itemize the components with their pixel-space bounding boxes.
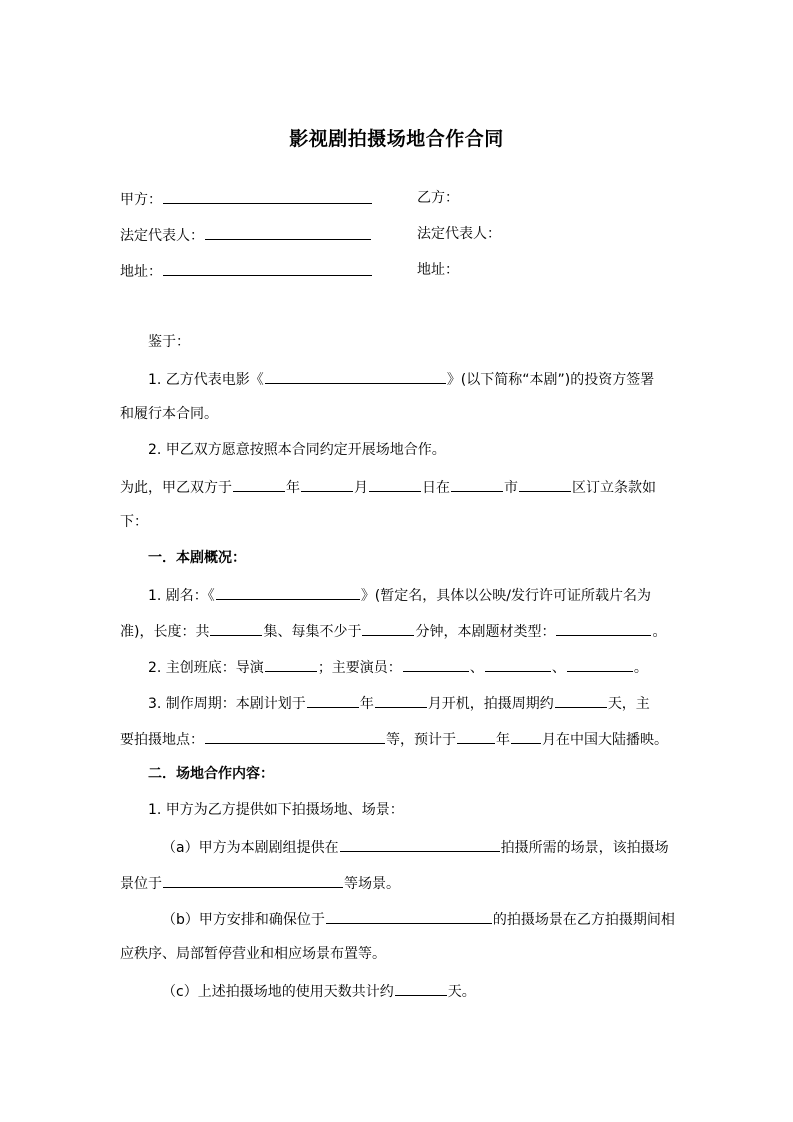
date-line-district: 区订立条款如 xyxy=(572,480,656,496)
addr-b-line xyxy=(417,260,459,280)
s1-item2-a: 2. 主创班底：导演 xyxy=(148,660,264,676)
s1-item2-sep2: 、 xyxy=(551,660,566,676)
clause-2: 2. 甲乙双方愿意按照本合同约定开展场地合作。 xyxy=(148,442,446,458)
addr-a-line xyxy=(120,260,373,282)
s2-item1: 1. 甲方为乙方提供如下拍摄场地、场景： xyxy=(148,802,404,818)
rep-a-label: 法定代表人： xyxy=(120,228,204,244)
date-line-month: 月 xyxy=(354,480,368,496)
scene-site-blank xyxy=(326,908,492,924)
director-blank xyxy=(265,656,317,672)
date-line-year: 年 xyxy=(286,480,300,496)
minutes-blank xyxy=(362,620,414,636)
s2-b-line xyxy=(162,908,675,930)
release-month-blank xyxy=(511,728,541,744)
s1-item3-f: 等，预计于 xyxy=(386,732,456,748)
s1-item2-line xyxy=(148,656,648,678)
s1-item1-b: 》(暂定名，具体以公映/发行许可证所载片名为 xyxy=(360,588,651,604)
party-a-blank xyxy=(163,188,372,204)
use-days-blank xyxy=(395,980,447,996)
venue-blank xyxy=(340,836,500,852)
s1-item1-line xyxy=(148,584,651,606)
s1-item1-d: 集、每集不少于 xyxy=(263,624,362,640)
s1-item3-d: 天，主 xyxy=(607,696,650,712)
s1-item3-h: 月在中国大陆播映。 xyxy=(542,732,668,748)
s1-item3-g: 年 xyxy=(496,732,510,748)
actor-3-blank xyxy=(567,656,633,672)
s2-c-line xyxy=(162,980,476,1002)
s1-item1-a: 1. 剧名：《 xyxy=(148,588,215,604)
date-line-a: 为此，甲乙双方于 xyxy=(120,480,232,496)
page-title: 影视剧拍摄场地合作合同 xyxy=(289,128,504,150)
s1-item2-b: ；主要演员： xyxy=(317,660,402,676)
s1-item1-cont xyxy=(120,620,666,642)
actor-1-blank xyxy=(403,656,469,672)
s1-item3-b: 年 xyxy=(359,696,374,712)
section-2-heading: 二．场地合作内容： xyxy=(148,766,274,782)
s1-item3-cont xyxy=(120,728,668,750)
clause-1-cont: 和履行本合同。 xyxy=(120,406,218,422)
party-a-line xyxy=(120,188,373,210)
clause-1-suffix: 》(以下简称“本剧”)的投资方签署 xyxy=(446,372,655,388)
s1-item2-sep1: 、 xyxy=(469,660,484,676)
s2-a-cont xyxy=(120,872,400,894)
s2-b-b: 的拍摄场景在乙方拍摄期间相 xyxy=(492,912,675,928)
addr-b-label: 地址： xyxy=(417,262,459,278)
s2-b-cont: 应秩序、局部暂停营业和相应场景布置等。 xyxy=(120,946,386,962)
year-blank xyxy=(233,476,285,492)
actor-2-blank xyxy=(485,656,551,672)
date-line-cont: 下： xyxy=(120,514,148,530)
month-blank xyxy=(301,476,353,492)
film-name-blank xyxy=(265,368,446,384)
s1-item3-e: 要拍摄地点： xyxy=(120,732,204,748)
s1-item3-c: 月开机，拍摄周期约 xyxy=(427,696,554,712)
shoot-days-blank xyxy=(555,692,607,708)
s2-a-a: （a）甲方为本剧剧组提供在 xyxy=(162,840,339,856)
s1-item1-e: 分钟，本剧题材类型： xyxy=(415,624,556,640)
addr-a-label: 地址： xyxy=(120,264,162,280)
date-line-day: 日在 xyxy=(422,480,450,496)
title-blank xyxy=(216,584,360,600)
district-blank xyxy=(519,476,571,492)
s2-a-c: 景位于 xyxy=(120,876,162,892)
s2-c-b: 天。 xyxy=(447,984,476,1000)
s1-item3-line xyxy=(148,692,650,714)
s1-item1-c: 准)，长度：共 xyxy=(120,624,210,640)
addr-a-blank xyxy=(163,260,372,276)
start-year-blank xyxy=(307,692,359,708)
s2-b-a: （b）甲方安排和确保位于 xyxy=(162,912,325,928)
party-b-label: 乙方： xyxy=(417,190,459,206)
whereas: 鉴于： xyxy=(148,334,190,350)
clause-1-line xyxy=(148,368,654,390)
party-b-line xyxy=(417,188,459,208)
s1-item2-end: 。 xyxy=(633,660,648,676)
clause-1-prefix: 1. 乙方代表电影《 xyxy=(148,372,264,388)
start-month-blank xyxy=(375,692,427,708)
day-blank xyxy=(369,476,421,492)
party-a-label: 甲方： xyxy=(120,192,162,208)
rep-a-line xyxy=(120,224,372,246)
section-1-heading: 一．本剧概况： xyxy=(148,550,246,566)
release-year-blank xyxy=(457,728,495,744)
rep-b-label: 法定代表人： xyxy=(417,226,501,242)
location-blank xyxy=(205,728,385,744)
s2-a-b: 拍摄所需的场景，该拍摄场 xyxy=(500,840,669,856)
city-blank xyxy=(451,476,503,492)
s1-item3-a: 3. 制作周期：本剧计划于 xyxy=(148,696,306,712)
genre-blank xyxy=(556,620,651,636)
s2-c-a: （c）上述拍摄场地的使用天数共计约 xyxy=(162,984,394,1000)
episodes-blank xyxy=(210,620,262,636)
s2-a-line xyxy=(162,836,669,858)
scene-location-blank xyxy=(163,872,343,888)
date-line-city: 市 xyxy=(504,480,518,496)
rep-a-blank xyxy=(205,224,371,240)
date-line xyxy=(120,476,656,498)
rep-b-line xyxy=(417,224,501,244)
s2-a-d: 等场景。 xyxy=(344,876,400,892)
s1-item1-f: 。 xyxy=(652,624,667,640)
